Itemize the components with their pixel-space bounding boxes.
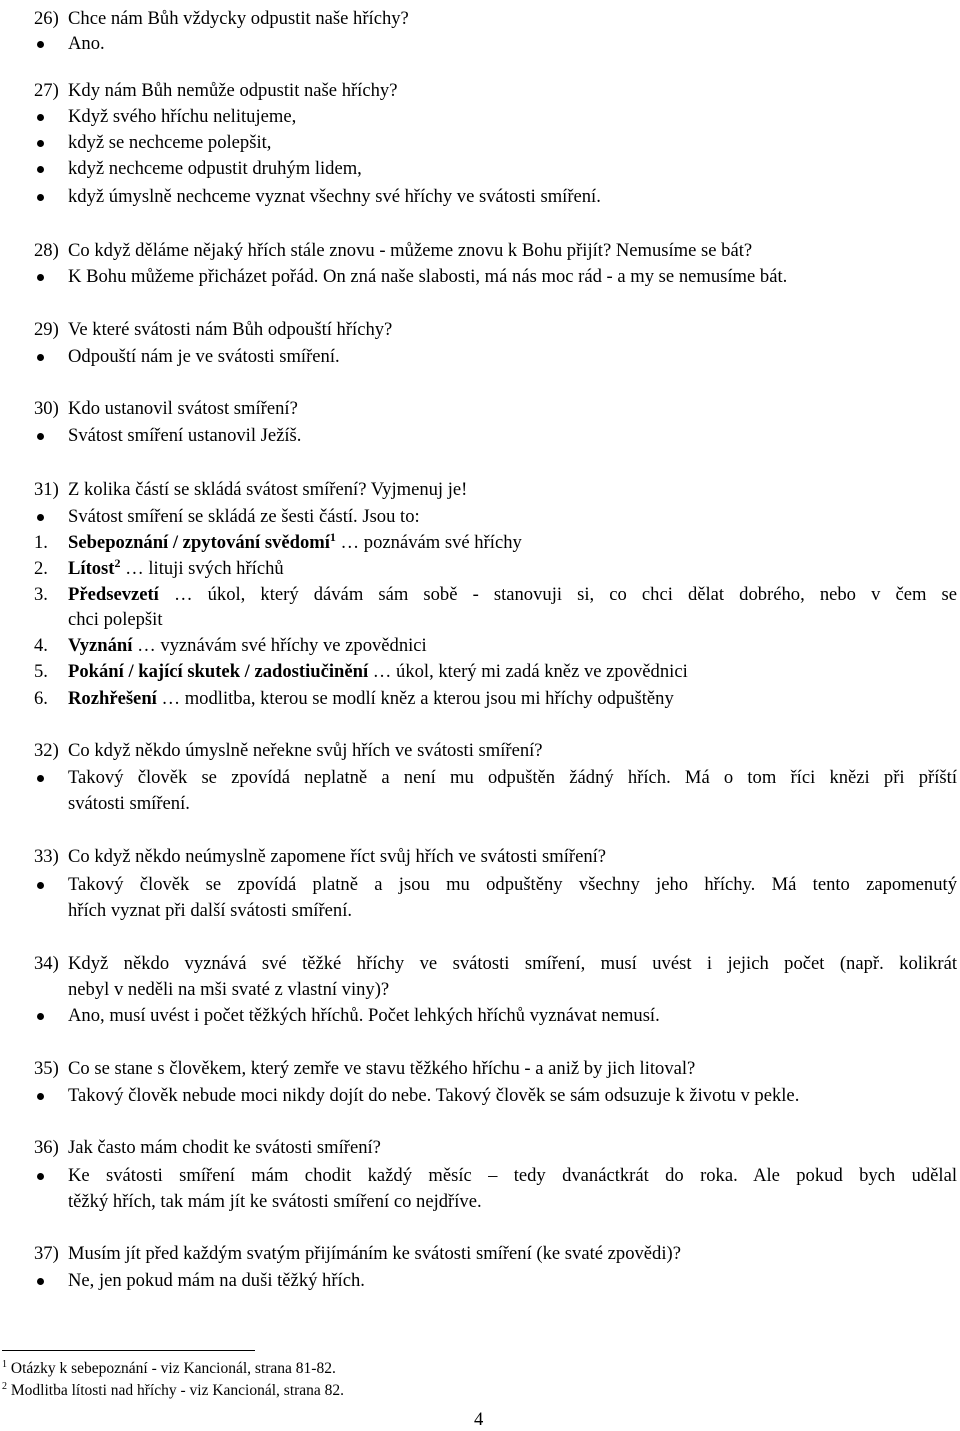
question-text: Co se stane s člověkem, který zemře ve stavu těžkého hříchu - a aniž by jich litoval? — [68, 1058, 696, 1079]
footnote-mark: 1 — [2, 1358, 7, 1370]
question-number: 34) — [34, 953, 59, 974]
answer-text: Ano, musí uvést i počet těžkých hříchů. Počet lehkých hříchů vyznávat nemusí. — [68, 1005, 660, 1026]
answer-text: Takový člověk nebude moci nikdy dojít do nebe. Takový člověk se sám odsuzuje k životu v pekle. — [68, 1085, 800, 1106]
bullet-icon — [37, 882, 44, 889]
part-text — [68, 635, 427, 657]
part-number: 2. — [34, 558, 48, 579]
part-number: 5. — [34, 661, 48, 682]
part-title: Sebepoznání / zpytování svědomí — [68, 532, 330, 553]
part-title: Předsevzetí — [68, 584, 159, 605]
footnote-text: Modlitba lítosti nad hříchy - viz Kancionál, strana 82. — [7, 1382, 345, 1399]
footnote-ref: 1 — [329, 529, 336, 544]
footnote-mark: 2 — [2, 1380, 7, 1392]
footnote-ref: 2 — [114, 555, 121, 570]
question-text: Z kolika částí se skládá svátost smíření? Vyjmenuj je! — [68, 479, 468, 500]
question-text: Ve které svátosti nám Bůh odpouští hříchy? — [68, 319, 393, 340]
bullet-icon — [37, 41, 44, 48]
part-text — [68, 555, 284, 580]
question-number: 35) — [34, 1058, 59, 1079]
part-text — [68, 529, 522, 554]
bullet-icon — [37, 114, 44, 121]
part-number: 4. — [34, 635, 48, 656]
question-text: Kdy nám Bůh nemůže odpustit naše hříchy? — [68, 80, 398, 101]
question-number: 28) — [34, 240, 59, 261]
answer-text: když se nechceme polepšit, — [68, 132, 272, 153]
part-text — [68, 584, 957, 606]
page-number: 4 — [474, 1409, 484, 1430]
bullet-icon — [37, 1093, 44, 1100]
part-title: Vyznání — [68, 635, 133, 656]
part-description: … poznávám své hříchy — [335, 532, 522, 553]
question-number: 27) — [34, 80, 59, 101]
question-number: 36) — [34, 1137, 59, 1158]
bullet-icon — [37, 433, 44, 440]
footnote — [2, 1360, 336, 1378]
bullet-icon — [37, 1173, 44, 1180]
part-description: … modlitba, kterou se modlí kněz a kterou jsou mi hříchy odpuštěny — [156, 688, 674, 709]
question-number: 32) — [34, 740, 59, 761]
answer-text: Odpouští nám je ve svátosti smíření. — [68, 346, 340, 367]
bullet-icon — [37, 140, 44, 147]
answer-text: Takový člověk se zpovídá neplatně a není mu odpuštěn žádný hřích. Má o tom říci knězi při příští — [68, 767, 957, 788]
footnote-divider — [2, 1350, 255, 1351]
part-number: 6. — [34, 688, 48, 709]
answer-text: hřích vyznat při další svátosti smíření. — [68, 900, 353, 921]
bullet-icon — [37, 514, 44, 521]
answer-text: těžký hřích, tak mám jít ke svátosti smíření co nejdříve. — [68, 1191, 482, 1212]
part-number: 3. — [34, 584, 48, 605]
footnote-text: Otázky k sebepoznání - viz Kancionál, strana 81-82. — [7, 1360, 336, 1377]
answer-text: když úmyslně nechceme vyznat všechny své hříchy ve svátosti smíření. — [68, 186, 601, 207]
bullet-icon — [37, 274, 44, 281]
question-number: 33) — [34, 846, 59, 867]
question-text: Musím jít před každým svatým přijímáním ke svátosti smíření (ke svaté zpovědi)? — [68, 1243, 681, 1264]
bullet-icon — [37, 1278, 44, 1285]
question-text: Kdo ustanovil svátost smíření? — [68, 398, 298, 419]
part-text — [68, 661, 688, 683]
question-number: 26) — [34, 8, 59, 29]
bullet-icon — [37, 1013, 44, 1020]
answer-text: Svátost smíření se skládá ze šesti částí. Jsou to: — [68, 506, 420, 527]
part-text — [68, 688, 674, 710]
bullet-icon — [37, 354, 44, 361]
footnote — [2, 1382, 344, 1400]
answer-text: Ke svátosti smíření mám chodit každý měsíc – tedy dvanáctkrát do roka. Ale pokud bych udělal — [68, 1165, 957, 1186]
answer-text: svátosti smíření. — [68, 793, 190, 814]
part-title: Rozhřešení — [68, 688, 157, 709]
question-number: 37) — [34, 1243, 59, 1264]
part-description: … úkol, který dávám sám sobě - stanovuji si, co chci dělat dobrého, nebo v čem se — [158, 584, 957, 605]
answer-text: když nechceme odpustit druhým lidem, — [68, 158, 362, 179]
part-title: Pokání / kající skutek / zadostiučinění — [68, 661, 369, 682]
bullet-icon — [37, 166, 44, 173]
question-text: Když někdo vyznává své těžké hříchy ve svátosti smíření, musí uvést i jejich počet (např. kolikrát — [68, 953, 957, 974]
bullet-icon — [37, 775, 44, 782]
part-description: chci polepšit — [68, 609, 163, 630]
question-text: nebyl v neděli na mši svaté z vlastní viny)? — [68, 979, 390, 1000]
answer-text: Ano. — [68, 33, 105, 54]
answer-text: Když svého hříchu nelitujeme, — [68, 106, 297, 127]
question-text: Co když někdo neúmyslně zapomene říct svůj hřích ve svátosti smíření? — [68, 846, 607, 867]
question-number: 31) — [34, 479, 59, 500]
part-description: … lituji svých hříchů — [120, 558, 284, 579]
question-text: Chce nám Bůh vždycky odpustit naše hříchy? — [68, 8, 409, 29]
answer-text: Svátost smíření ustanovil Ježíš. — [68, 425, 302, 446]
question-text: Co když někdo úmyslně neřekne svůj hřích ve svátosti smíření? — [68, 740, 543, 761]
part-description: … vyznávám své hříchy ve zpovědnici — [132, 635, 427, 656]
answer-text: Ne, jen pokud mám na duši těžký hřích. — [68, 1270, 365, 1291]
question-text: Co když děláme nějaký hřích stále znovu - můžeme znovu k Bohu přijít? Nemusíme se bát? — [68, 240, 753, 261]
part-number: 1. — [34, 532, 48, 553]
question-text: Jak často mám chodit ke svátosti smíření? — [68, 1137, 381, 1158]
bullet-icon — [37, 194, 44, 201]
question-number: 29) — [34, 319, 59, 340]
part-title: Lítost — [68, 558, 115, 579]
answer-text: Takový člověk se zpovídá platně a jsou mu odpuštěny všechny jeho hříchy. Má tento zapomenutý — [68, 874, 957, 895]
question-number: 30) — [34, 398, 59, 419]
part-description: … úkol, který mi zadá kněz ve zpovědnici — [368, 661, 688, 682]
answer-text: K Bohu můžeme přicházet pořád. On zná naše slabosti, má nás moc rád - a my se nemusíme bát. — [68, 266, 788, 287]
